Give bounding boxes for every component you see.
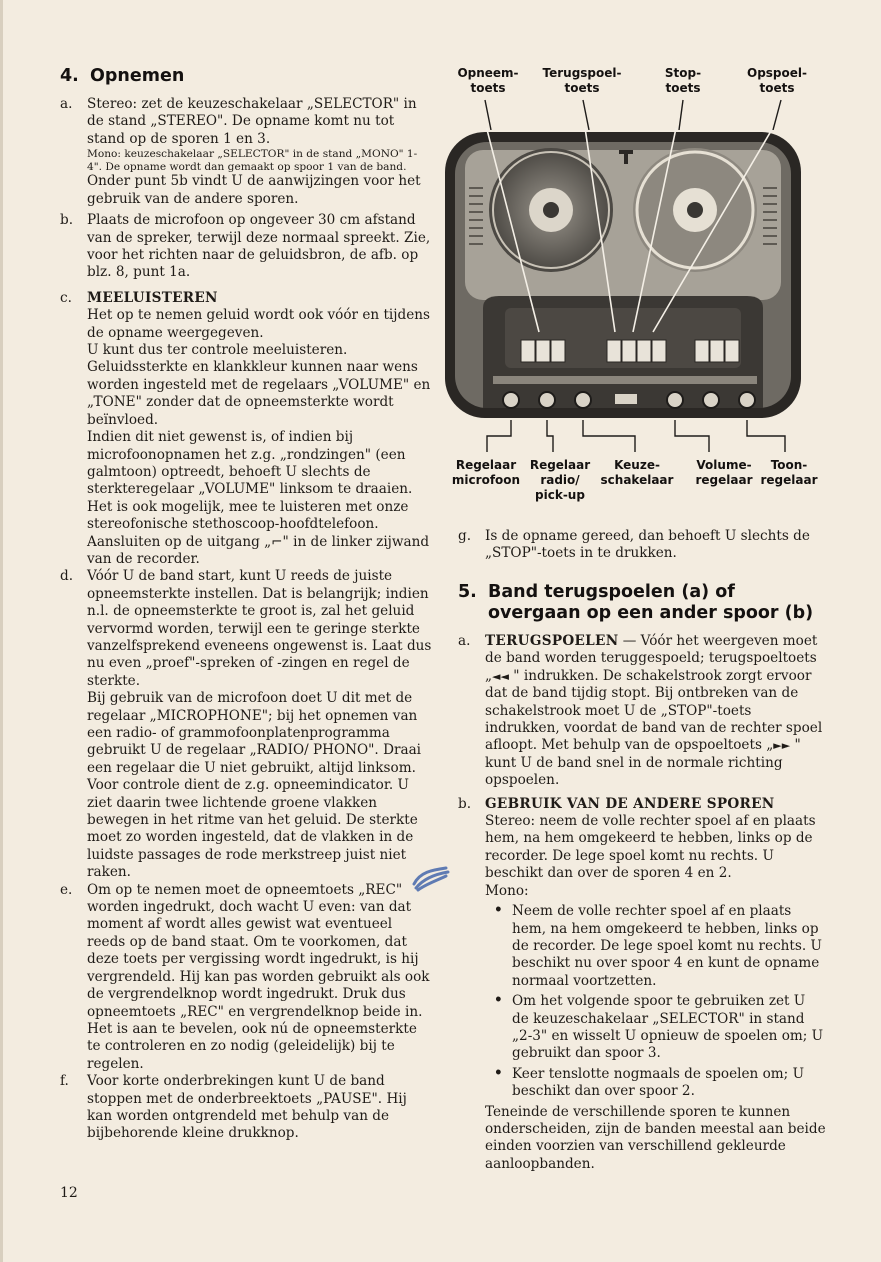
label-rewind-key: Terugspoel- toets [542, 66, 622, 95]
paragraph: Stereo: neem de volle rechter spoel af en plaats hem, na hem omgekeerd te hebben, links op de recorder. De lege spoel komt nu rechts. U beschikt dan over de sporen 4 en 2. [485, 813, 816, 882]
bullet-icon: • [494, 902, 503, 919]
item-heading: TERUGSPOELEN [485, 633, 619, 649]
paragraph: Onder punt 5b vindt U de aanwijzingen voor het gebruik van de andere sporen. [87, 173, 421, 207]
item-mark: f. [60, 1073, 69, 1090]
right-column-main [458, 582, 826, 1173]
item-mark: e. [60, 881, 73, 898]
list-item: • Neem de volle rechter spoel af en plaats hem, na hem omgekeerd te hebben, links op de recorder. De lege spoel komt nu rechts. U beschikt nu over spoor 4 en kunt de opname normaal voortzetten. [494, 902, 822, 989]
label-volume-control: Volume- regelaar [695, 458, 753, 487]
bullet-icon: • [494, 992, 503, 1009]
item-4b [60, 212, 432, 282]
section-5-title-line1: Band terugspoelen (a) of [488, 582, 735, 602]
paragraph: Indien dit niet gewenst is, of indien bij microfoonopnamen het z.g. „rondzingen" (een galmtoon) optreedt, behoeft U slechts de sterkteregelaar „VOLUME" linksom te draaien. Het is ook mogelijk, mee te luisteren met onze stereofonische stethoscoop-hoofdtelefoon. Aansluiten op de uitgang „⌐" in de linker zijwand van de recorder. [87, 429, 430, 567]
paragraph: Voor korte onderbrekingen kunt U de band stoppen met de onderbreektoets „PAUSE". Hij kan worden ontgrendeld met behulp van de bijbehorende kleine drukknop. [87, 1073, 407, 1142]
section-4-heading [60, 66, 432, 87]
item-mark: a. [458, 633, 471, 649]
paragraph: Vóór U de band start, kunt U reeds de juiste opneemsterkte instellen. Dat is belangrijk; indien n.l. de opneemsterkte te groot is, zal het geluid vervormd worden, terwijl een te geringe sterkte vanzelfsprekend eveneens ongewenst is. Laat dus nu even „proef"-spreken of -zingen en regel de sterkte. [87, 568, 432, 689]
item-mark: b. [458, 795, 472, 812]
forward-symbol: ►► [773, 739, 791, 753]
label-forward-key: Opspoel- toets [747, 66, 807, 95]
paragraph: Stereo: zet de keuzeschakelaar „SELECTOR" in de stand „STEREO". De opname komt nu tot stand op de sporen 1 en 3. [87, 96, 417, 147]
label-radio-pickup-control: Regelaar radio/ pick-up [529, 458, 591, 502]
paragraph: Teneinde de verschillende sporen te kunnen onderscheiden, zijn de banden meestal aan beide einden voorzien van verschillend gekleurde aanloopbanden. [485, 1103, 826, 1172]
item-mark: c. [60, 289, 72, 306]
item-mark: d. [60, 568, 74, 585]
item-heading: GEBRUIK VAN DE ANDERE SPOREN [485, 795, 775, 812]
item-4g [458, 528, 826, 563]
page-number: 12 [60, 1185, 78, 1201]
item-4d [60, 568, 432, 881]
item-4a [60, 96, 432, 208]
bullet-icon: • [494, 1064, 503, 1081]
item-4f [60, 1073, 432, 1143]
paragraph: U kunt dus ter controle meeluisteren. Geluidssterkte en klankkleur kunnen naar wens worden ingesteld met de regelaars „VOLUME" en „TONE" zonder dat de opneemsterkte wordt beïnvloed. [87, 342, 431, 428]
mono-note: Mono: keuzeschakelaar „SELECTOR" in de stand „MONO" 1-4". De opname wordt dan gemaakt op spoor 1 van de band. [87, 148, 418, 173]
paragraph: Bij gebruik van de microfoon doet U dit met de regelaar „MICROPHONE"; bij het opnemen van een radio- of grammofoonplatenprogramma gebruikt U de regelaar „RADIO/ PHONO". Draai een regelaar die U niet gebruikt, altijd linksom. Voor controle dient de z.g. opneemindicator. U ziet daarin twee lichtende groene vlakken bewegen in het ritme van het geluid. De sterkte moet zo worden ingesteld, dat de vlakken in de luidste passages de rode merkstreep juist niet raken. [87, 690, 422, 881]
left-column [60, 66, 432, 1143]
right-column-top [458, 528, 826, 563]
item-heading: MEELUISTEREN [87, 289, 218, 306]
section-5-title-line2: overgaan op een ander spoor (b) [488, 603, 814, 623]
section-4-number: 4. [60, 66, 79, 86]
label-tone-control: Toon- regelaar [760, 458, 818, 487]
item-5a [458, 633, 826, 790]
section-5-number: 5. [458, 582, 477, 602]
bottom-pointer-lines [443, 418, 823, 458]
paragraph: Plaats de microfoon op ongeveer 30 cm afstand van de spreker, terwijl deze normaal spreekt. Zie, voor het richten naar de geluidsbron, de afb. op blz. 8, punt 1a. [87, 212, 431, 281]
ink-scribble-icon [410, 864, 452, 894]
label-selector-switch: Keuze- schakelaar [600, 458, 674, 487]
page-edge [0, 0, 3, 1262]
paragraph: Het op te nemen geluid wordt ook vóór en tijdens de opname weergegeven. [87, 307, 430, 341]
item-mark: b. [60, 212, 74, 229]
list-item: • Keer tenslotte nogmaals de spoelen om; U beschikt dan over spoor 2. [494, 1064, 805, 1100]
item-4c [60, 290, 432, 569]
top-pointer-lines [443, 98, 823, 130]
item-mark: a. [60, 96, 73, 112]
mono-label: Mono: [485, 882, 529, 899]
paragraph: Om op te nemen moet de opneemtoets „REC" worden ingedrukt, doch wacht U even: van dat moment af wordt alles gewist wat eventueel reeds op de band staat. Om te voorkomen, dat deze toets per vergissing wordt ingedrukt, is hij vergrendeld. Hij kan pas worden gebruikt als ook de vergrendelknop wordt ingedrukt. Druk dus opneemtoets „REC" en vergrendelknop beide in. Het is aan te bevelen, ook nú de opneemsterkte te controleren en zo nodig (geleidelijk) bij te regelen. [87, 881, 430, 1072]
tape-recorder-illustration [443, 128, 823, 428]
list-item: • Om het volgende spoor te gebruiken zet U de keuzeschakelaar „SELECTOR" in stand „2-3" en wisselt U opnieuw de spoelen om; U gebruikt dan spoor 3. [494, 992, 824, 1062]
item-mark: g. [458, 528, 472, 544]
rewind-symbol: ◄◄ [492, 669, 509, 683]
section-4-title: Opnemen [90, 66, 185, 86]
paragraph: Is de opname gereed, dan behoeft U slechts de „STOP"-toets in te drukken. [485, 528, 810, 562]
paragraph: TERUGSPOELEN — Vóór het weergeven moet de band worden teruggespoeld; terugspoeltoets „◄◄ " indrukken. De schakelstrook zorgt ervoor dat de band tijdig stopt. Bij ontbreken van de schakelstrook moet U de „STOP"-toets indrukken, voordat de band van de rechter spoel afloopt. Met behulp van de opspoeltoets „►► " kunt U de band snel in de normale richting opspoelen. [485, 633, 823, 789]
label-stop-key: Stop- toets [664, 66, 702, 95]
section-5-heading [458, 582, 826, 624]
item-5b [458, 796, 826, 1174]
item-4e [60, 882, 432, 1073]
label-microphone-control: Regelaar microfoon [451, 458, 521, 487]
label-record-key: Opneem- toets [457, 66, 519, 95]
